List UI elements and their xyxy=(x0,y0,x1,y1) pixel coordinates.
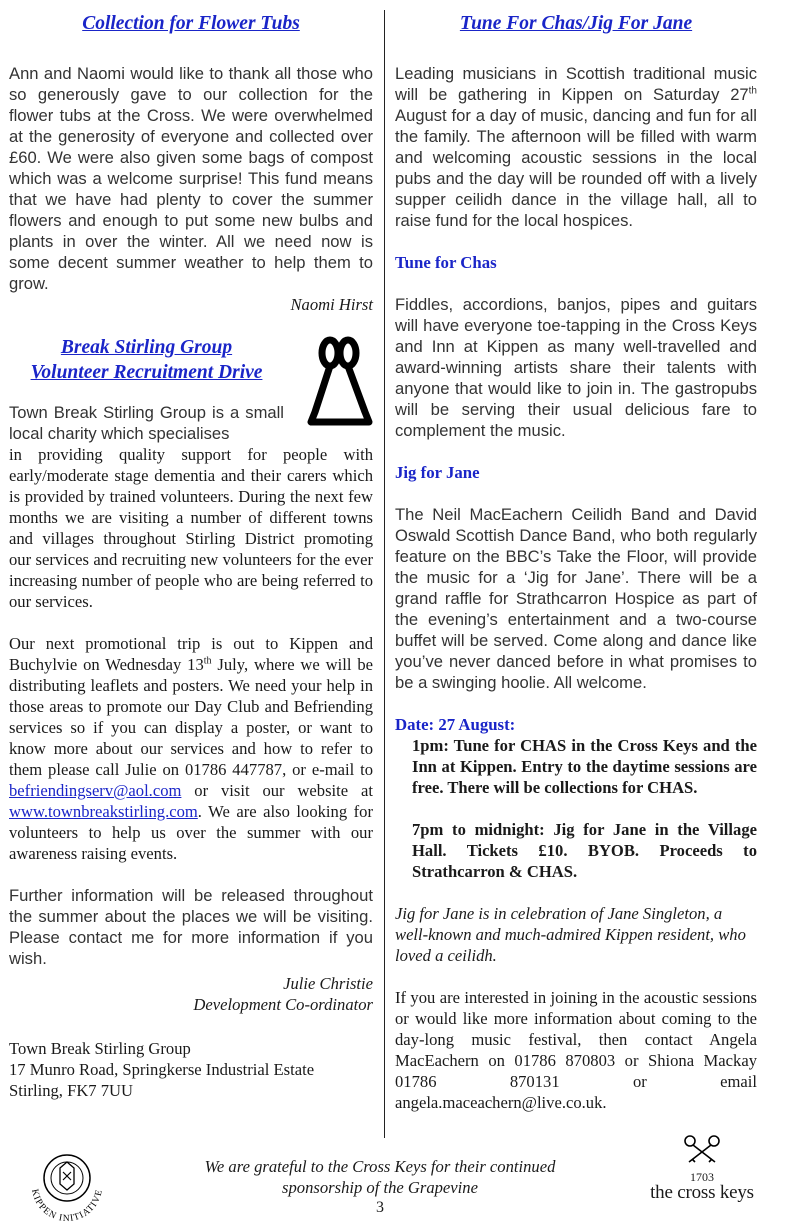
left-column xyxy=(9,8,373,1101)
crossed-keys-icon xyxy=(682,1134,722,1164)
address-line: Town Break Stirling Group xyxy=(9,1039,191,1058)
address-line: 17 Munro Road, Springkerse Industrial Estate xyxy=(9,1060,315,1079)
page-number: 3 xyxy=(376,1199,384,1216)
break-stirling-heading xyxy=(9,336,284,385)
kippen-logo-text: KIPPEN INITIATIVE xyxy=(29,1188,105,1224)
break-para2-c: or visit our website at xyxy=(181,781,373,800)
address-line: Stirling, FK7 7UU xyxy=(9,1081,134,1100)
event-evening: 7pm to midnight: Jig for Jane in the Village Hall. Tickets £10. BYOB. Proceeds to Strathcarron & CHAS. xyxy=(412,820,757,881)
jig-for-jane-body: The Neil MacEachern Ceilidh Band and David Oswald Scottish Dance Band, who both regularly feature on the BBC’s Take the Floor, will provide the music for a ‘Jig for Jane’. There will be a grand raffle for Strathcarron Hospice as part of the evening’s entertainment and a two-course buffet will be served. Come along and dance like you’ve never danced before in what promises to be a swinging hoolie. All welcome. xyxy=(395,505,757,692)
event-afternoon: 1pm: Tune for CHAS in the Cross Keys and the Inn at Kippen. Entry to the daytime sessions are free. There will be collections for CHAS. xyxy=(412,736,757,797)
tune-for-chas-body: Fiddles, accordions, banjos, pipes and guitars will have everyone toe-tapping in the Cross Keys and Inn at Kippen as many well-travelled and award-winning artists share their talents with anyone that would like to join in. The gastropubs will be serving their usual delicious fare to complement the music. xyxy=(395,295,757,440)
website-link[interactable]: www.townbreakstirling.com xyxy=(9,802,198,821)
footer-line: We are grateful to the Cross Keys for their continued xyxy=(204,1157,556,1176)
break-para2-sup: th xyxy=(203,655,212,667)
break-stirling-logo-icon xyxy=(303,334,375,434)
signature-name: Julie Christie xyxy=(283,974,373,993)
event-date: Date: 27 August: xyxy=(395,715,516,734)
break-para2-a: Our next promotional trip is out to Kippen and Buchylvie on Wednesday 13 xyxy=(9,634,373,674)
break-intro-short: Town Break Stirling Group is a small local charity which specialises xyxy=(9,403,284,443)
footer-line: sponsorship of the Grapevine xyxy=(282,1178,478,1197)
break-para2-d: . We are also looking for volunteers to help us over the summer with our awareness raising events. xyxy=(9,802,373,863)
right-column xyxy=(395,8,757,1113)
email-link[interactable]: befriendingserv@aol.com xyxy=(9,781,182,800)
tune-for-chas-subhead: Tune for Chas xyxy=(395,253,497,272)
tune-intro-a: Leading musicians in Scottish traditional music will be gathering in Kippen on Saturday 27 xyxy=(395,64,757,104)
dedication: Jig for Jane is in celebration of Jane Singleton, a well-known and much-admired Kippen resident, who loved a ceilidh. xyxy=(395,904,746,965)
break-para1: in providing quality support for people with early/moderate stage dementia and their carers which is provided by trained volunteers. During the next few months we are visiting a number of different towns and villages throughout Stirling District promoting our services and recruiting new volunteers for the ever increasing number of people who are being referred to our services. xyxy=(9,445,373,611)
contact-info: If you are interested in joining in the acoustic sessions or would like more information about coming to the day-long music festival, then contact Angela MacEachern on 01786 870803 or Shiona Mackay 01786 870131 or email angela.maceachern@live.co.uk. xyxy=(395,988,757,1112)
tune-heading: Tune For Chas/Jig For Jane xyxy=(459,13,693,34)
flower-tubs-body: Ann and Naomi would like to thank all those who so generously gave to our collection for the flower tubs at the Cross. We were overwhelmed at the generosity of everyone and collected over £60. We were also given some bags of compost which was a welcome surprise! This fund means that we have had plenty to cover the summer flowers and enough to put some new bulbs and plants in over the winter. All we need now is some decent summer weather to help them to grow. xyxy=(9,64,373,293)
break-para2-b: July, where we will be distributing leaflets and posters. We need your help in those areas to promote our Day Club and Befriending services so if you can display a poster, or want to know more about our services and how to refer to them please call Julie on 01786 447787, or e-mail to xyxy=(9,655,373,779)
tune-intro-b: August for a day of music, dancing and fun for all the family. The afternoon will be filled with warm and welcoming acoustic sessions in the local pubs and the day will be rounded off with a lively supper ceilidh dance in the village hall, all to raise fund for the local hospices. xyxy=(395,106,757,230)
column-divider xyxy=(384,10,385,1138)
cross-keys-year: 1703 xyxy=(690,1170,714,1184)
cross-keys-logo xyxy=(640,1134,764,1203)
flower-tubs-signature: Naomi Hirst xyxy=(290,295,373,314)
tune-intro-sup: th xyxy=(748,85,757,97)
break-para2 xyxy=(9,633,373,864)
signature-role: Development Co-ordinator xyxy=(193,995,373,1014)
kippen-initiative-logo-icon xyxy=(22,1146,112,1224)
tune-intro xyxy=(395,63,757,231)
break-heading-line2: Volunteer Recruitment Drive xyxy=(30,362,263,383)
address-block xyxy=(9,1038,373,1101)
jig-for-jane-subhead: Jig for Jane xyxy=(395,463,480,482)
break-para3: Further information will be released throughout the summer about the places we will be visiting. Please contact me for more information if you wish. xyxy=(9,886,373,968)
cross-keys-name: the cross keys xyxy=(650,1182,754,1203)
footer-thanks xyxy=(160,1156,600,1198)
flower-tubs-heading: Collection for Flower Tubs xyxy=(82,13,300,34)
break-heading-line1: Break Stirling Group xyxy=(60,337,233,358)
